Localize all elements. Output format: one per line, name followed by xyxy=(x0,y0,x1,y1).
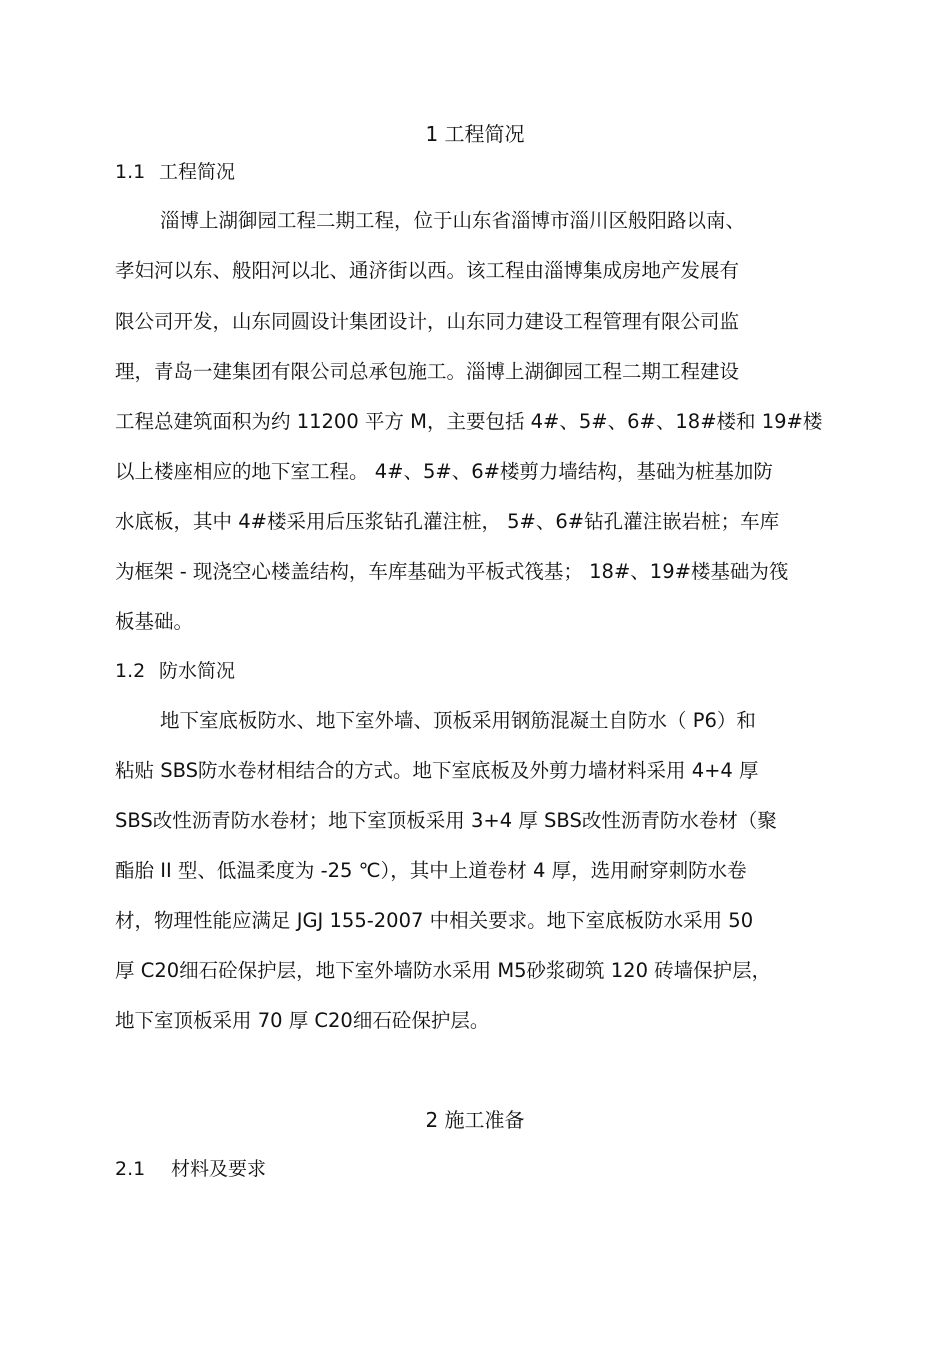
paragraph-line: 材，物理性能应满足 JGJ 155-2007 中相关要求。地下室底板防水采用 50 xyxy=(115,909,754,932)
subsection-2-1-heading xyxy=(115,1155,266,1183)
paragraph-line: SBS改性沥青防水卷材；地下室顶板采用 3+4 厚 SBS改性沥青防水卷材（聚 xyxy=(115,809,777,832)
section-1-title: 1 工程简况 xyxy=(425,122,525,146)
paragraph-line: 酯胎 II 型、低温柔度为 -25 ℃），其中上道卷材 4 厚，选用耐穿刺防水卷 xyxy=(115,859,747,882)
subsection-2-1-title: 材料及要求 xyxy=(171,1158,267,1180)
paragraph-line: 厚 C20细石砼保护层，地下室外墙防水采用 M5砂浆砌筑 120 砖墙保护层， xyxy=(115,959,772,982)
paragraph-line: 理，青岛一建集团有限公司总承包施工。淄博上湖御园工程二期工程建设 xyxy=(115,360,740,383)
subsection-1-2-heading xyxy=(115,657,235,685)
paragraph-line: 限公司开发，山东同圆设计集团设计，山东同力建设工程管理有限公司监 xyxy=(115,310,740,333)
subsection-1-2-title: 防水简况 xyxy=(159,660,236,682)
paragraph-line: 淄博上湖御园工程二期工程，位于山东省淄博市淄川区般阳路以南、 xyxy=(160,209,746,232)
paragraph-line: 以上楼座相应的地下室工程。 4#、5#、6#楼剪力墙结构，基础为桩基加防 xyxy=(115,460,773,483)
paragraph-line: 地下室顶板采用 70 厚 C20细石砼保护层。 xyxy=(115,1009,490,1032)
subsection-1-1-title: 工程简况 xyxy=(159,161,236,183)
paragraph-line: 工程总建筑面积为约 11200 平方 M，主要包括 4#、5#、6#、18#楼和 19#楼 xyxy=(115,410,823,433)
paragraph-line: 板基础。 xyxy=(115,610,194,633)
paragraph-line: 粘贴 SBS防水卷材相结合的方式。地下室底板及外剪力墙材料采用 4+4 厚 xyxy=(115,759,759,782)
paragraph-line: 孝妇河以东、般阳河以北、通济街以西。该工程由淄博集成房地产发展有 xyxy=(115,259,740,282)
paragraph-line: 地下室底板防水、地下室外墙、顶板采用钢筋混凝土自防水（ P6）和 xyxy=(160,709,756,732)
paragraph-line: 为框架 - 现浇空心楼盖结构，车库基础为平板式筏基； 18#、19#楼基础为筏 xyxy=(115,560,789,583)
paragraph-line: 水底板，其中 4#楼采用后压浆钻孔灌注桩， 5#、6#钻孔灌注嵌岩桩；车库 xyxy=(115,510,780,533)
subsection-1-2-number: 1.2 xyxy=(115,660,146,682)
subsection-1-1-heading xyxy=(115,158,235,186)
subsection-2-1-number: 2.1 xyxy=(115,1158,146,1180)
subsection-1-1-number: 1.1 xyxy=(115,161,146,183)
section-2-title: 2 施工准备 xyxy=(425,1108,525,1132)
